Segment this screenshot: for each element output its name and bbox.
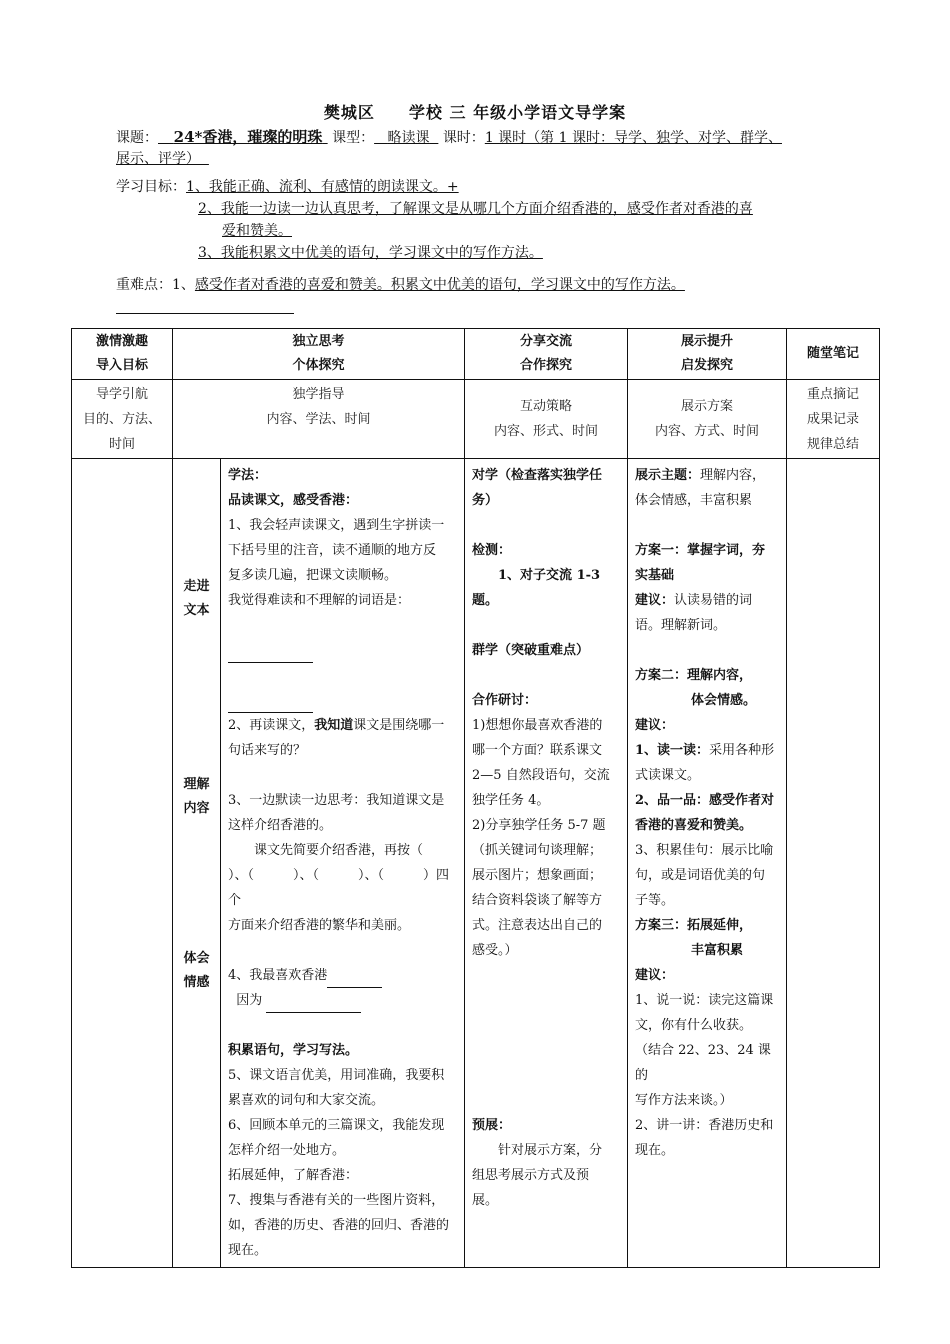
discussion-line: 2—5 自然段语句，交流 [472,768,610,783]
plan-1-suggestion: 建议：认读易错的词 [635,593,753,608]
guide-table [71,328,880,1268]
discussion-line: 哪一个方面？联系课文 [472,743,603,758]
accumulate-heading: 积累语句，学习写法。 [228,1043,359,1058]
goal-3: 3、我能积累文中优美的语句，学习课文中的写作方法。 [198,245,543,261]
check-line: 1、对子交流 1-3 [498,568,601,583]
type-label: 课型： [332,130,375,146]
task-2-line: 句话来写的？ [228,743,307,758]
content-row [72,459,880,1268]
subheader-cell-4: 展示方案 内容、方式、时间 [628,380,787,459]
task-2-line: 2、再读课文，我知道课文是围绕哪一 [228,718,445,733]
task-1-prompt: 我觉得难读和不理解的词语是： [228,593,411,608]
plan-1-line: 语。理解新词。 [635,618,727,633]
goal-2: 2、我能一边读一边认真思考，了解课文是从哪几个方面介绍香港的，感受作者对香港的喜 [198,201,753,217]
preview-line: 组思考展示方式及预 [472,1168,590,1183]
plan-1-heading: 方案一：掌握字词，夯 [635,543,766,558]
task-4-reason: 因为 [228,988,457,1013]
plan-2-line: 1、读一读：采用各种形 [635,743,775,758]
plan-2-line: 句，或是词语优美的句 [635,868,766,883]
task-3-line: 这样介绍香港的。 [228,818,333,833]
task-7-line: 7、搜集与香港有关的一些图片资料， [228,1193,445,1208]
check-heading: 检测： [472,543,512,558]
task-3-line: 方面来介绍香港的繁华和美丽。 [228,918,411,933]
discussion-line: 2)分享独学任务 5-7 题 [472,818,606,833]
key-points: 感受作者对香港的喜爱和赞美。积累文中优美的语句，学习课文中的写作方法。 [194,277,685,293]
plan-3-line: 文，你有什么收获。 [635,1018,753,1033]
answer-blank-1[interactable] [228,638,457,663]
task-1-line: 1、我会轻声读课文，遇到生字拼读一 [228,518,445,533]
show-cell [628,459,787,1268]
task-3-line: ）、（ ）、（ ）、（ ）四个 [228,868,450,908]
plan-3-heading: 方案三：拓展延伸， [635,918,753,933]
page-title: 樊城区 学校 三 年级小学语文导学案 [323,103,627,122]
subheader-row [72,380,880,459]
period-value-cont: 展示、评学） [116,151,200,167]
notes-cell[interactable] [787,459,880,1268]
plan-2-line: 2、品一品：感受作者对 [635,793,775,808]
type-value: 略读课 [387,130,430,146]
discussion-line: 感受。） [472,943,518,958]
preview-line: 针对展示方案，分 [498,1143,603,1158]
show-theme: 展示主题：理解内容， [635,468,766,483]
plan-3-line: 写作方法来谈。） [635,1093,733,1108]
stage-enter-text: 走进 文本 [183,579,210,618]
method-heading: 学法： [228,468,268,483]
plan-2-line: 3、积累佳句：展示比喻 [635,843,774,858]
share-cell [465,459,628,1268]
guide-cell [72,459,173,1268]
topic-label: 课题： [116,130,158,146]
period-value: 1 课时（第 1 课时：导学、独学、对学、群学、 [484,130,782,146]
task-6-line: 怎样介绍一处地方。 [228,1143,346,1158]
subheader-cell-5: 重点摘记 成果记录 规律总结 [787,380,880,459]
key-label: 重难点：1、 [116,277,195,293]
plan-2-heading: 方案二：理解内容， [635,668,753,683]
group-study-heading: 群学（突破重难点） [472,643,590,658]
plan-3-line: 1、说一说：读完这篇课 [635,993,774,1008]
stage-understand: 理解 内容 [183,777,210,816]
discussion-line: 结合资料袋谈了解等方 [472,893,603,908]
plan-2-line: 香港的喜爱和赞美。 [635,818,753,833]
discussion-heading: 合作研讨： [472,693,538,708]
stage-cell [173,459,221,1268]
topic-value: 24*香港，璀璨的明珠 [173,128,323,146]
plan-3-heading: 丰富积累 [691,943,744,958]
discussion-line: （抓关键词句谈理解； [472,843,603,858]
task-3-line: 3、一边默读一边思考：我知道课文是 [228,793,445,808]
reason-blank[interactable] [266,998,361,1013]
stage-feel: 体会 情感 [183,951,210,990]
extend-heading: 拓展延伸，了解香港： [228,1168,359,1183]
plan-3-line: 2、讲一讲：香港历史和 [635,1118,774,1133]
answer-blank-2[interactable] [228,688,457,713]
read-heading: 品读课文，感受香港： [228,493,359,508]
discussion-line: 独学任务 4。 [472,793,550,808]
plan-2-heading: 体会情感。 [691,693,757,708]
discussion-line: 1)想想你最喜欢香港的 [472,718,603,733]
task-5-line: 5、课文语言优美，用词准确，我要积 [228,1068,445,1083]
header-cell-5: 随堂笔记 [787,329,880,380]
pair-study-heading: 对学（检查落实独学任 [472,468,603,483]
subheader-cell-3: 互动策略 内容、形式、时间 [465,380,628,459]
task-4-line: 4、我最喜欢香港 [228,963,457,988]
lesson-info [116,126,856,149]
subheader-cell-2: 独学指导 内容、学法、时间 [173,380,465,459]
pair-study-heading: 务） [472,493,499,508]
task-5-line: 累喜欢的词句和大家交流。 [228,1093,385,1108]
preview-line: 展。 [472,1193,499,1208]
task-3-line: 课文先简要介绍香港，再按（ [254,843,424,858]
check-line: 题。 [472,593,499,608]
plan-2-line: 式读课文。 [635,768,701,783]
plan-1-heading: 实基础 [635,568,675,583]
show-theme-line: 体会情感，丰富积累 [635,493,753,508]
subheader-cell-1: 导学引航 目的、方法、 时间 [72,380,173,459]
plan-2-line: 子等。 [635,893,675,908]
discussion-line: 式。注意表达出自己的 [472,918,603,933]
task-6-line: 6、回顾本单元的三篇课文，我能发现 [228,1118,445,1133]
independent-cell [221,459,465,1268]
task-1-line: 复多读几遍，把课文读顺畅。 [228,568,398,583]
task-1-line: 下括号里的注音，读不通顺的地方反 [228,543,437,558]
blank-underline [116,313,294,314]
goals-label: 学习目标： [116,179,186,195]
preview-heading: 预展： [472,1118,512,1133]
goal-2-cont: 爱和赞美。 [222,223,292,239]
header-cell-2: 独立思考 个体探究 [173,329,465,380]
plan-3-line: 现在。 [635,1143,675,1158]
header-cell-1: 激情激趣 导入目标 [72,329,173,380]
header-cell-3: 分享交流 合作探究 [465,329,628,380]
favorite-blank[interactable] [327,973,382,988]
task-7-line: 现在。 [228,1243,268,1258]
header-row [72,329,880,380]
period-label: 课时： [442,130,485,146]
plan-3-suggestion: 建议： [635,968,675,983]
plan-3-line: （结合 22、23、24 课的 [635,1043,771,1083]
discussion-line: 展示图片；想象画面； [472,868,603,883]
task-7-line: 如，香港的历史、香港的回归、香港的 [228,1218,450,1233]
plan-2-suggestion: 建议： [635,718,675,733]
goal-1: 1、我能正确、流利、有感情的朗读课文。+ [186,179,459,195]
header-cell-4: 展示提升 启发探究 [628,329,787,380]
